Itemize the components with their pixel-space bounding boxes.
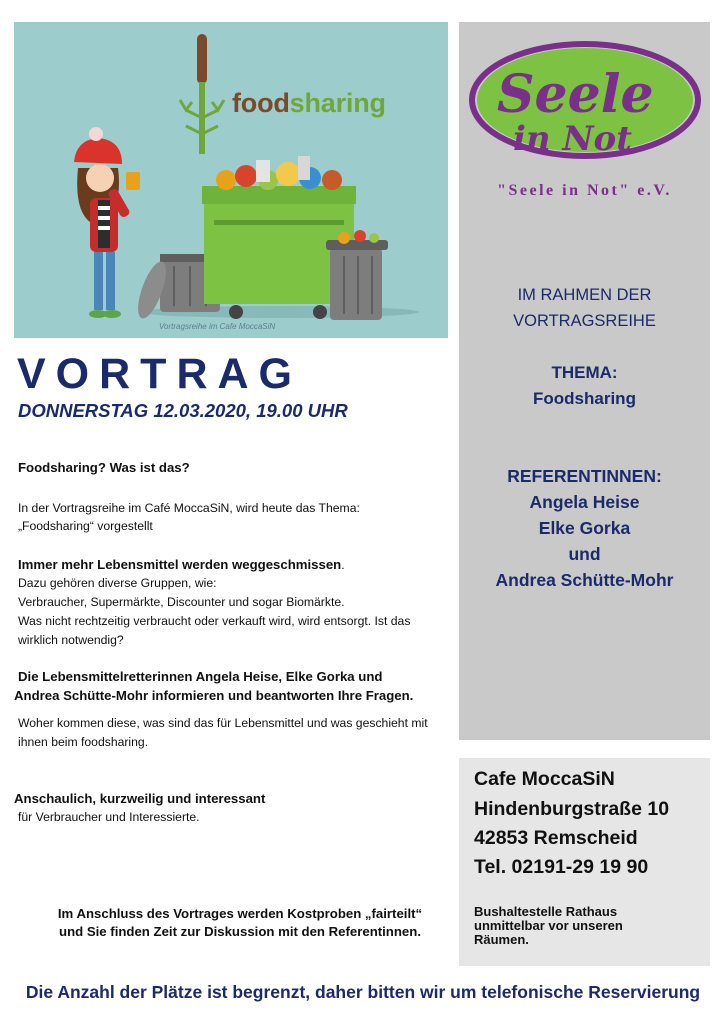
logo-text-in-not: in Not <box>513 119 632 159</box>
trash-can-right <box>326 230 388 320</box>
info-sidebar <box>459 22 710 740</box>
address-box <box>459 758 710 966</box>
logo-text-seele: Seele <box>497 64 654 125</box>
street-address: Hindenburgstraße 10 <box>474 798 670 820</box>
waste-line-4: wirklich notwendig? <box>18 633 124 647</box>
waste-line-3: Was nicht rechtzeitig verbraucht oder verkauft wird, wird entsorgt. Ist das <box>18 614 411 628</box>
seele-in-not-logo <box>459 22 710 162</box>
origin-line-2: ihnen beim foodsharing. <box>18 735 149 749</box>
theme-label: THEMA: <box>551 363 618 382</box>
bus-stop-2: unmittelbar vor unseren <box>474 918 623 933</box>
intro-line-2: „Foodsharing“ vorgestellt <box>18 519 153 533</box>
speaker-and: und <box>568 544 601 564</box>
speakers-label: REFERENTINNEN: <box>507 466 662 486</box>
foodsharing-illustration <box>14 22 448 338</box>
bus-stop-1: Bushaltestelle Rathaus <box>474 904 618 919</box>
city: 42853 Remscheid <box>474 827 638 849</box>
venue-name: Cafe MoccaSiN <box>474 768 615 790</box>
closing-line-2: und Sie finden Zeit zur Diskussion mit den Referentinnen. <box>59 924 421 939</box>
series-intro-1: IM RAHMEN DER <box>517 286 652 304</box>
reservation-note: Die Anzahl der Plätze ist begrenzt, daher bitten wir um telefonische Reservierung <box>25 982 701 1002</box>
page-title: VORTRAG <box>17 350 302 398</box>
style-line: für Verbraucher und Interessierte. <box>18 810 200 824</box>
waste-heading-dot: . <box>341 558 345 572</box>
logo-word-sharing: sharing <box>289 88 386 118</box>
closing-line-1: Im Anschluss des Vortrages werden Kostproben „fairteilt“ <box>57 906 423 921</box>
rescuers-line-1: Die Lebensmittelretterinnen Angela Heise, Elke Gorka und <box>18 669 383 684</box>
waste-line-1: Dazu gehören diverse Gruppen, wie: <box>18 576 217 590</box>
food-rescue-scene <box>14 22 448 338</box>
phone-number: Tel. 02191-29 19 90 <box>474 856 649 878</box>
waste-line-2: Verbraucher, Supermärkte, Discounter und sogar Biomärkte. <box>18 595 345 609</box>
speaker-1: Angela Heise <box>529 492 640 512</box>
logo-word-food: food <box>232 88 290 118</box>
rescuers-line-2: Andrea Schütte-Mohr informieren und beantworten Ihre Fragen. <box>14 688 414 703</box>
org-name: "Seele in Not" e.V. <box>497 182 672 199</box>
intro-line-1: In der Vortragsreihe im Café MoccaSiN, wird heute das Thema: <box>18 501 360 515</box>
fork-icon <box>180 34 224 154</box>
waste-heading-text: Immer mehr Lebensmittel werden weggeschmissen <box>18 557 342 572</box>
girl-figure <box>74 127 140 318</box>
series-intro-2: VORTRAGSREIHE <box>513 312 656 330</box>
bus-stop-3: Räumen. <box>474 932 529 947</box>
foodsharing-logo <box>232 88 386 119</box>
question-heading: Foodsharing? Was ist das? <box>18 460 190 475</box>
style-heading: Anschaulich, kurzweilig und interessant <box>14 791 266 806</box>
event-date: DONNERSTAG 12.03.2020, 19.00 UHR <box>18 400 348 421</box>
speaker-2: Elke Gorka <box>538 518 631 538</box>
waste-heading <box>18 556 345 575</box>
theme-value: Foodsharing <box>533 389 636 408</box>
speaker-3: Andrea Schütte-Mohr <box>495 570 674 590</box>
origin-line-1: Woher kommen diese, was sind das für Lebensmittel und was geschieht mit <box>18 716 428 730</box>
illustration-caption: Vortragsreihe im Cafe MoccaSiN <box>159 322 276 331</box>
